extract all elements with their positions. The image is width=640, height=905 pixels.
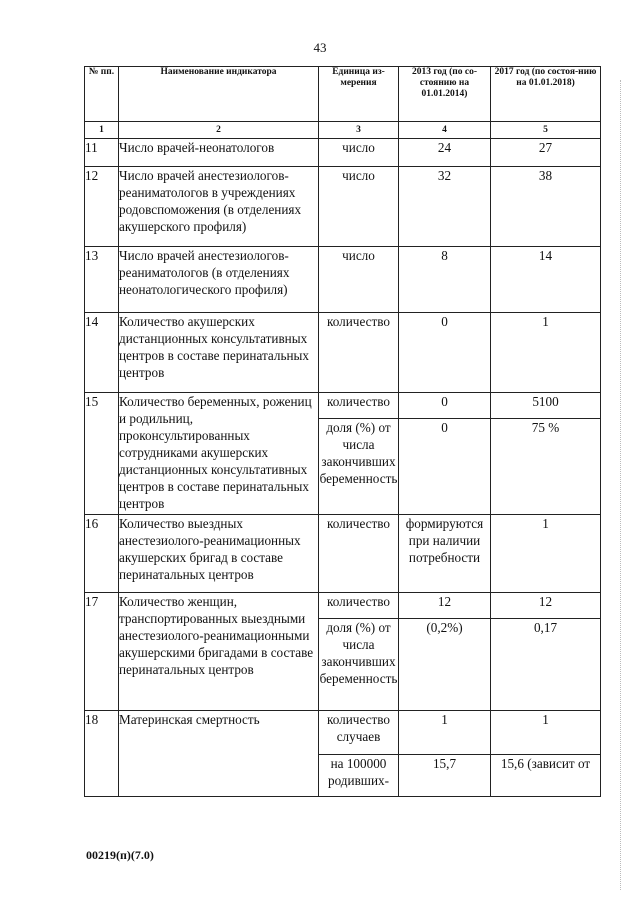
table-row: [85, 139, 601, 167]
table-row: [85, 515, 601, 593]
value-2013: формируются при наличии потребности: [399, 515, 491, 593]
header-2013: 2013 год (по со-стоянию на 01.01.2014): [399, 67, 491, 122]
header-name: Наименование индикатора: [119, 67, 319, 122]
value-2013: 0: [399, 393, 491, 419]
scan-margin-line: [620, 80, 621, 890]
unit: число: [319, 167, 399, 247]
value-2013: 8: [399, 247, 491, 313]
indicator-table: [84, 66, 601, 797]
unit: количество: [319, 393, 399, 419]
header-2017: 2017 год (по состоя-нию на 01.01.2018): [491, 67, 601, 122]
value-2017-share: 0,17: [491, 619, 601, 711]
value-2013-share: (0,2%): [399, 619, 491, 711]
table-row: [85, 167, 601, 247]
column-number: 2: [119, 122, 319, 139]
unit-share: доля (%) от числа закончивших беременность: [319, 419, 399, 515]
table-row: [85, 247, 601, 313]
value-2017: 14: [491, 247, 601, 313]
row-number: 16: [85, 515, 119, 593]
unit: число: [319, 139, 399, 167]
document-code: 00219(п)(7.0): [86, 848, 154, 862]
indicator-name: Число врачей-неонатологов: [119, 139, 319, 167]
table-row: [85, 711, 601, 755]
column-number: 1: [85, 122, 119, 139]
value-2013-share: 0: [399, 419, 491, 515]
column-number: 5: [491, 122, 601, 139]
table-row: [85, 393, 601, 419]
column-number: 3: [319, 122, 399, 139]
indicator-name: Количество акушерских дистанционных консультативных центров в составе перинатальных центров: [119, 313, 319, 393]
indicator-name: Материнская смертность: [119, 711, 319, 797]
indicator-name: Количество беременных, рожениц и родильниц, проконсультированных сотрудниками акушерских дистанционных консультативных центров в составе перинатальных центров: [119, 393, 319, 515]
row-number: 11: [85, 139, 119, 167]
indicator-name: Число врачей анестезиологов-реаниматологов (в отделениях неонатологического профиля): [119, 247, 319, 313]
value-2013: 12: [399, 593, 491, 619]
value-2017: 38: [491, 167, 601, 247]
value-2013: 24: [399, 139, 491, 167]
row-number: 18: [85, 711, 119, 797]
table-row: [85, 313, 601, 393]
table-header-row: [85, 67, 601, 122]
column-number: 4: [399, 122, 491, 139]
unit: количество: [319, 313, 399, 393]
value-2013-rate: 15,7: [399, 755, 491, 797]
page-number: 43: [313, 40, 327, 55]
header-unit: Единица из-мерения: [319, 67, 399, 122]
value-2013: 1: [399, 711, 491, 755]
value-2017: 12: [491, 593, 601, 619]
value-2017: 1: [491, 711, 601, 755]
row-number: 13: [85, 247, 119, 313]
value-2017-share: 75 %: [491, 419, 601, 515]
header-no: № пп.: [85, 67, 119, 122]
row-number: 12: [85, 167, 119, 247]
unit: количество случаев: [319, 711, 399, 755]
indicator-name: Количество выездных анестезиолого-реанимационных акушерских бригад в составе перинатальных центров: [119, 515, 319, 593]
row-number: 17: [85, 593, 119, 711]
table-row: [85, 593, 601, 619]
unit: количество: [319, 593, 399, 619]
value-2013: 32: [399, 167, 491, 247]
row-number: 14: [85, 313, 119, 393]
unit-per-100000: на 100000 родивших-: [319, 755, 399, 797]
unit-share: доля (%) от числа закончивших беременность: [319, 619, 399, 711]
indicator-name: Количество женщин, транспортированных выездными анестезиолого-реанимационными акушерскими бригадами в составе перинатальных центров: [119, 593, 319, 711]
value-2017: 1: [491, 313, 601, 393]
value-2013: 0: [399, 313, 491, 393]
unit: количество: [319, 515, 399, 593]
value-2017: 1: [491, 515, 601, 593]
indicator-name: Число врачей анестезиологов-реаниматологов в учреждениях родовспоможения (в отделениях акушерского профиля): [119, 167, 319, 247]
row-number: 15: [85, 393, 119, 515]
value-2017: 27: [491, 139, 601, 167]
value-2017: 5100: [491, 393, 601, 419]
column-number-row: [85, 122, 601, 139]
unit: число: [319, 247, 399, 313]
value-2017-rate: 15,6 (зависит от: [491, 755, 601, 797]
